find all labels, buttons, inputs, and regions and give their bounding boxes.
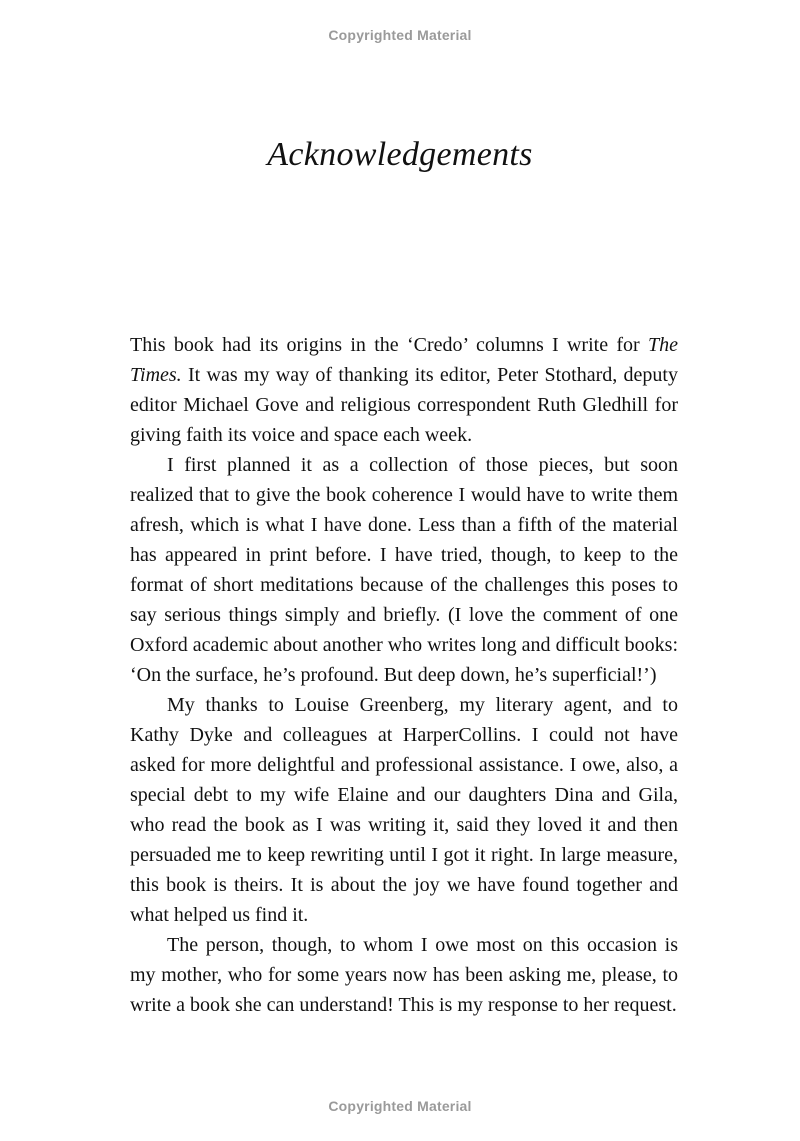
paragraph-2: I first planned it as a collection of those pieces, but soon realized that to give the book coherence I would have to write them afresh, which is what I have done. Less than a fifth of the material has appeared in print before. I have tried, though, to keep to the format of short meditations because of the challenges this poses to say serious things simply and briefly. (I love the comment of one Oxford academic about another who writes long and difficult books: ‘On the surface, he’s profound. But deep down, he’s superficial!’)	[130, 454, 678, 686]
page-title: Acknowledgements	[267, 136, 533, 173]
paragraph-1-start: This book had its origins in the ‘Credo’ columns I write for	[130, 334, 648, 356]
paragraph-4: The person, though, to whom I owe most on this occasion is my mother, who for some years now has been asking me, please, to write a book she can understand! This is my response to her request.	[130, 934, 678, 1016]
paragraph-1	[130, 330, 678, 450]
paragraph-3: My thanks to Louise Greenberg, my literary agent, and to Kathy Dyke and colleagues at HarperCollins. I could not have asked for more delightful and professional assistance. I owe, also, a special debt to my wife Elaine and our daughters Dina and Gila, who read the book as I was writing it, said they loved it and then persuaded me to keep rewriting until I got it right. In large measure, this book is theirs. It is about the joy we have found together and what helped us find it.	[130, 694, 678, 926]
publication-title: The Times.	[130, 334, 678, 386]
copyright-watermark-bottom: Copyrighted Material	[328, 1098, 472, 1114]
copyright-watermark-top: Copyrighted Material	[328, 27, 472, 43]
acknowledgements-body	[130, 330, 678, 1020]
paragraph-1-end: It was my way of thanking its editor, Peter Stothard, deputy editor Michael Gove and religious correspondent Ruth Gledhill for giving faith its voice and space each week.	[130, 364, 678, 446]
